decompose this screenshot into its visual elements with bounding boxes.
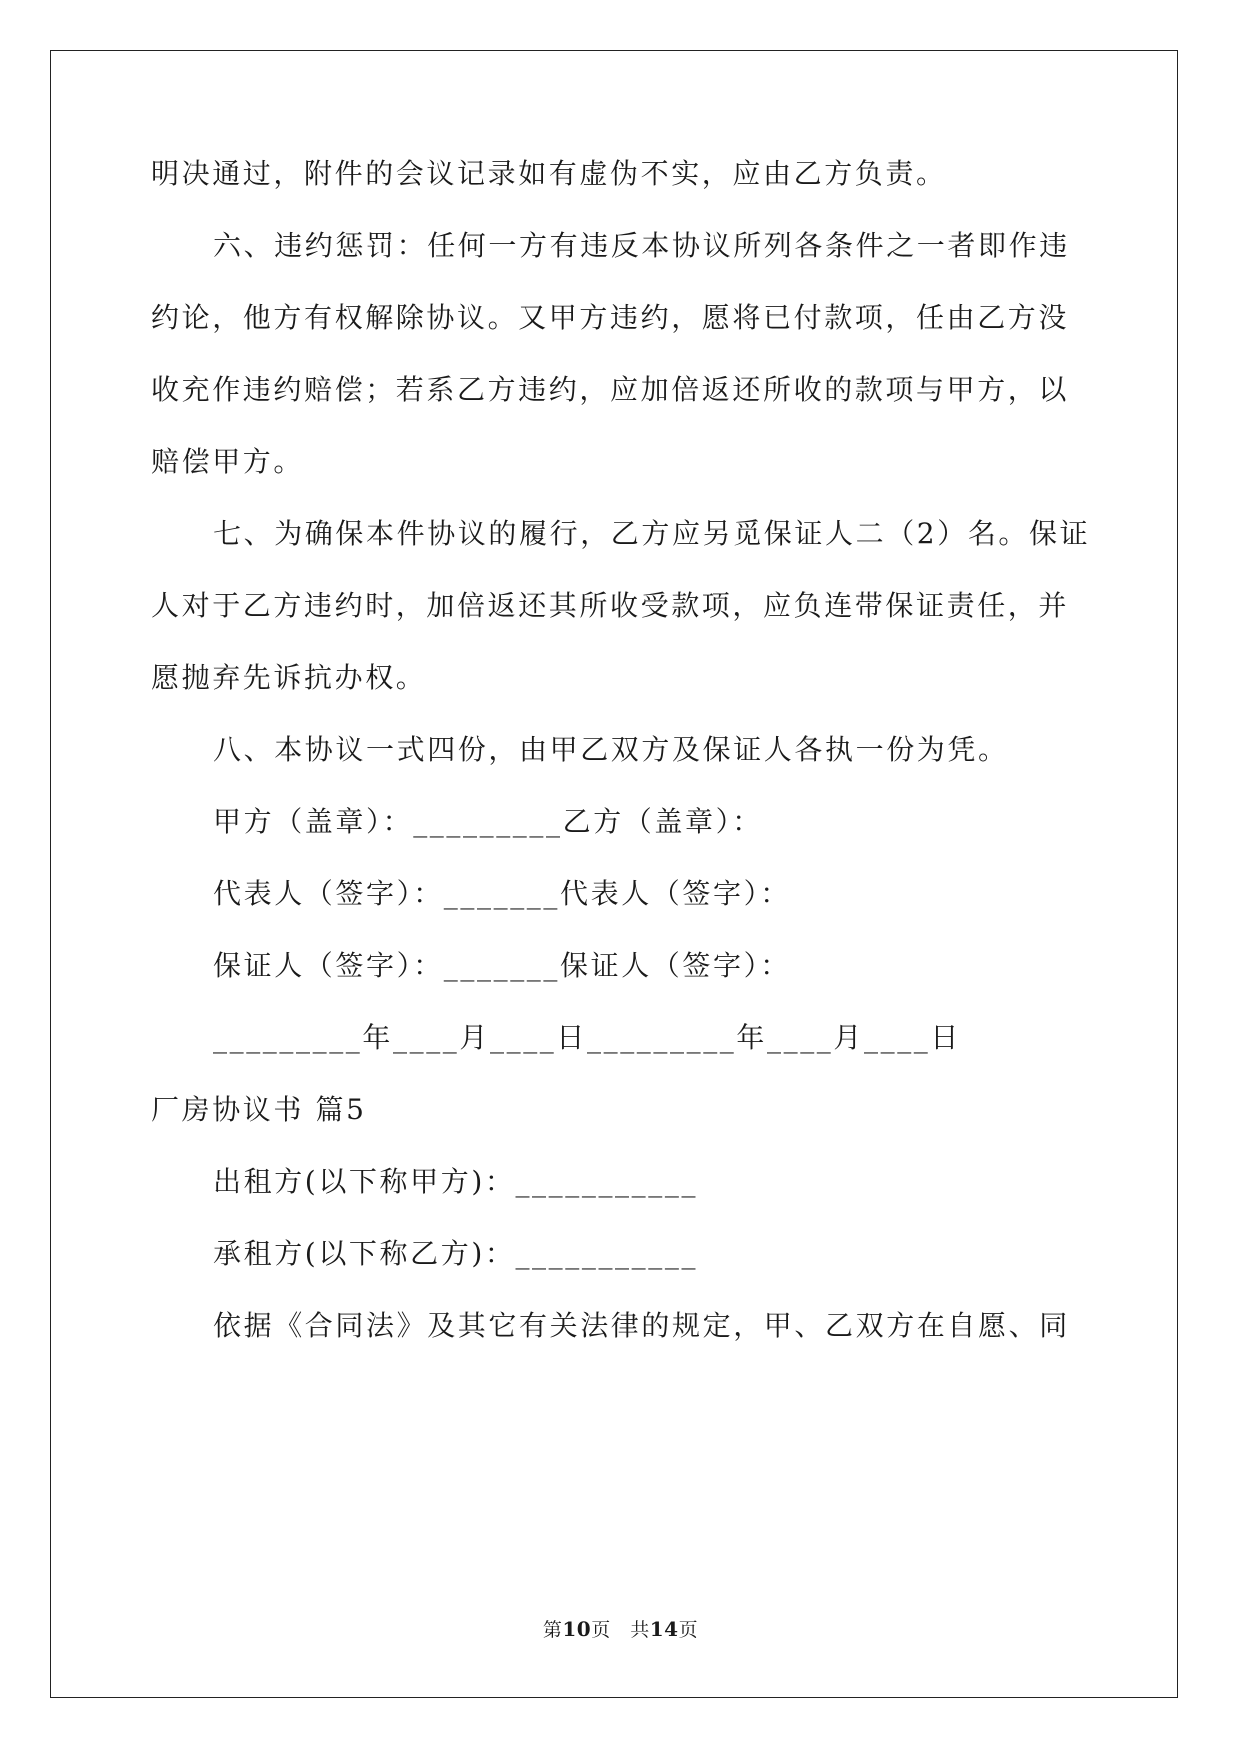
footer-suffix: 页 [678,1619,699,1641]
paragraph-line: 七、为确保本件协议的履行，乙方应另觅保证人二（2）名。保证 [213,517,1091,550]
paragraph-line: 六、违约惩罚：任何一方有违反本协议所列各条件之一者即作违 [213,229,1070,262]
signature-line-guarantor: 保证人（签字）：_______保证人（签字）： [213,949,791,982]
paragraph-line: 收充作违约赔偿；若系乙方违约，应加倍返还所收的款项与甲方，以 [151,373,1070,406]
paragraph-line: 八、本协议一式四份，由甲乙双方及保证人各执一份为凭。 [213,733,1009,766]
signature-line-representative: 代表人（签字）：_______代表人（签字）： [213,877,791,910]
footer-total-pages: 14 [649,1617,679,1641]
page-footer [0,1617,1241,1642]
footer-prefix: 第 [542,1619,563,1641]
paragraph-line: 明决通过，附件的会议记录如有虚伪不实，应由乙方负责。 [151,157,947,190]
signature-line-party-a: 甲方（盖章）：_________乙方（盖章）： [213,805,763,838]
lessee-line: 承租方(以下称乙方)：___________ [213,1237,699,1270]
footer-middle: 页 共 [591,1619,650,1641]
page-border [50,50,1178,1698]
paragraph-line: 约论，他方有权解除协议。又甲方违约，愿将已付款项，任由乙方没 [151,301,1070,334]
paragraph-line: 依据《合同法》及其它有关法律的规定，甲、乙双方在自愿、同 [213,1309,1070,1342]
footer-page-number: 10 [562,1617,592,1641]
paragraph-line: 赔偿甲方。 [151,445,305,478]
date-line: _________年____月____日_________年____月____日 [213,1021,962,1054]
section-heading: 厂房协议书 篇5 [151,1093,367,1126]
paragraph-line: 愿抛弃先诉抗办权。 [151,661,427,694]
lessor-line: 出租方(以下称甲方)：___________ [213,1165,699,1198]
paragraph-line: 人对于乙方违约时，加倍返还其所收受款项，应负连带保证责任，并 [151,589,1070,622]
